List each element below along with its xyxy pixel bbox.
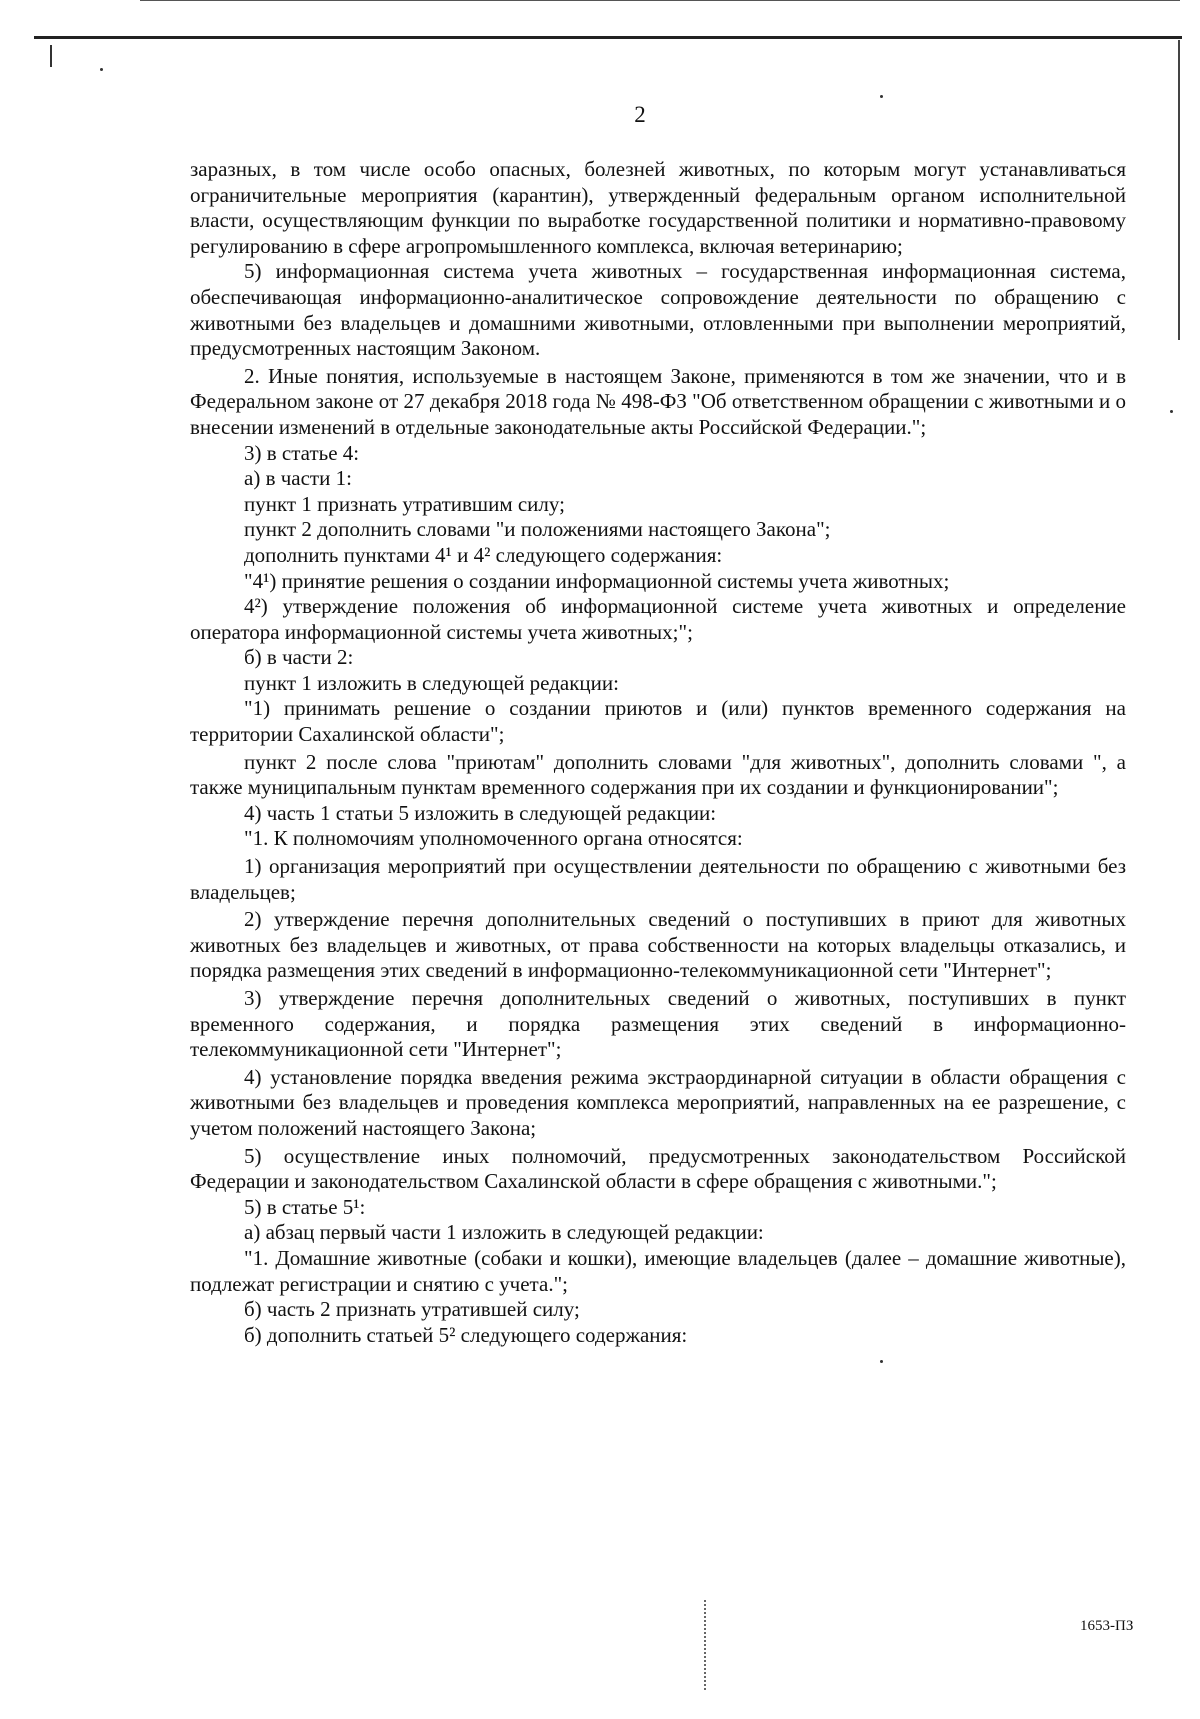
paragraph: 5) информационная система учета животных – государственная информационная система, обеспечивающая информационно-аналитическое сопровождение деятельности по обращению с животными без владельцев и домашними животными, отловленными при выполнении мероприятий, предусмотренных настоящим Законом. <box>190 259 1126 361</box>
paragraph: 4) часть 1 статьи 5 изложить в следующей редакции: <box>244 800 717 825</box>
document-code: 1653-ПЗ <box>1080 1618 1134 1634</box>
paragraph: а) в части 1: <box>244 466 352 491</box>
paragraph: 3) утверждение перечня дополнительных сведений о животных, поступивших в пункт временного содержания, и порядка размещения этих сведений в информационно-телекоммуникационной сети "Интернет"; <box>190 986 1126 1062</box>
scan-margin-mark <box>50 45 56 67</box>
paragraph: 2. Иные понятия, используемые в настоящем Законе, применяются в том же значении, что и в Федеральном законе от 27 декабря 2018 года № 498-ФЗ "Об ответственном обращении с животными и о внесении изменений в отдельные законодательные акты Российской Федерации."; <box>190 363 1126 439</box>
paragraph: "1) принимать решение о создании приютов и (или) пунктов временного содержания на территории Сахалинской области"; <box>190 696 1126 747</box>
paragraph: 5) осуществление иных полномочий, предусмотренных законодательством Российской Федерации и законодательством Сахалинской области в сфере обращения с животными."; <box>190 1143 1126 1194</box>
document-body <box>190 157 1126 1348</box>
paragraph: б) в части 2: <box>244 645 354 670</box>
paragraph: пункт 2 после слова "приютам" дополнить словами "для животных", дополнить словами ", а также муниципальным пунктам временного содержания при их создании и функционировании"; <box>190 749 1126 800</box>
page-number: 2 <box>634 102 646 127</box>
paragraph: 4) установление порядка введения режима экстраординарной ситуации в области обращения с животными без владельцев и проведения комплекса мероприятий, направленных на ее разрешение, с учетом положений настоящего Закона; <box>190 1064 1126 1140</box>
paragraph: б) дополнить статьей 5² следующего содержания: <box>244 1322 688 1347</box>
paragraph: пункт 2 дополнить словами "и положениями настоящего Закона"; <box>244 517 831 542</box>
paragraph: пункт 1 признать утратившим силу; <box>244 491 565 516</box>
scan-speck <box>1170 410 1173 413</box>
scan-dotted-artifact <box>704 1600 708 1690</box>
paragraph: а) абзац первый части 1 изложить в следующей редакции: <box>244 1220 764 1245</box>
scan-speck <box>100 68 103 71</box>
scan-speck <box>880 1360 883 1363</box>
paragraph: "4¹) принятие решения о создании информационной системы учета животных; <box>244 568 950 593</box>
scan-top-edge-line <box>140 0 1180 1</box>
paragraph: 3) в статье 4: <box>244 440 360 465</box>
paragraph: 2) утверждение перечня дополнительных сведений о поступивших в приют для животных животных без владельцев и животных, от права собственности на которых владельцы отказались, и порядка размещения этих сведений в информационно-телекоммуникационной сети "Интернет"; <box>190 907 1126 983</box>
paragraph: пункт 1 изложить в следующей редакции: <box>244 670 619 695</box>
paragraph: "1. Домашние животные (собаки и кошки), имеющие владельцев (далее – домашние животные), подлежат регистрации и снятию с учета."; <box>190 1245 1126 1296</box>
scan-right-edge-line <box>1178 40 1180 340</box>
paragraph: 4²) утверждение положения об информационной системе учета животных и определение оператора информационной системы учета животных;"; <box>190 594 1126 644</box>
paragraph: заразных, в том числе особо опасных, болезней животных, по которым могут устанавливаться ограничительные мероприятия (карантин), утвержденный федеральным органом исполнительной власти, осуществляющим функции по выработке государственной политики и нормативно-правовому регулированию в сфере агропромышленного комплекса, включая ветеринарию; <box>190 157 1126 258</box>
scan-speck <box>880 95 883 98</box>
paragraph: "1. К полномочиям уполномоченного органа относятся: <box>244 826 743 851</box>
paragraph: дополнить пунктами 4¹ и 4² следующего содержания: <box>244 542 723 567</box>
scan-header-rule <box>34 36 1182 39</box>
paragraph: б) часть 2 признать утратившей силу; <box>244 1297 580 1322</box>
paragraph: 1) организация мероприятий при осуществлении деятельности по обращению с животными без владельцев; <box>190 854 1126 904</box>
paragraph: 5) в статье 5¹: <box>244 1194 366 1219</box>
